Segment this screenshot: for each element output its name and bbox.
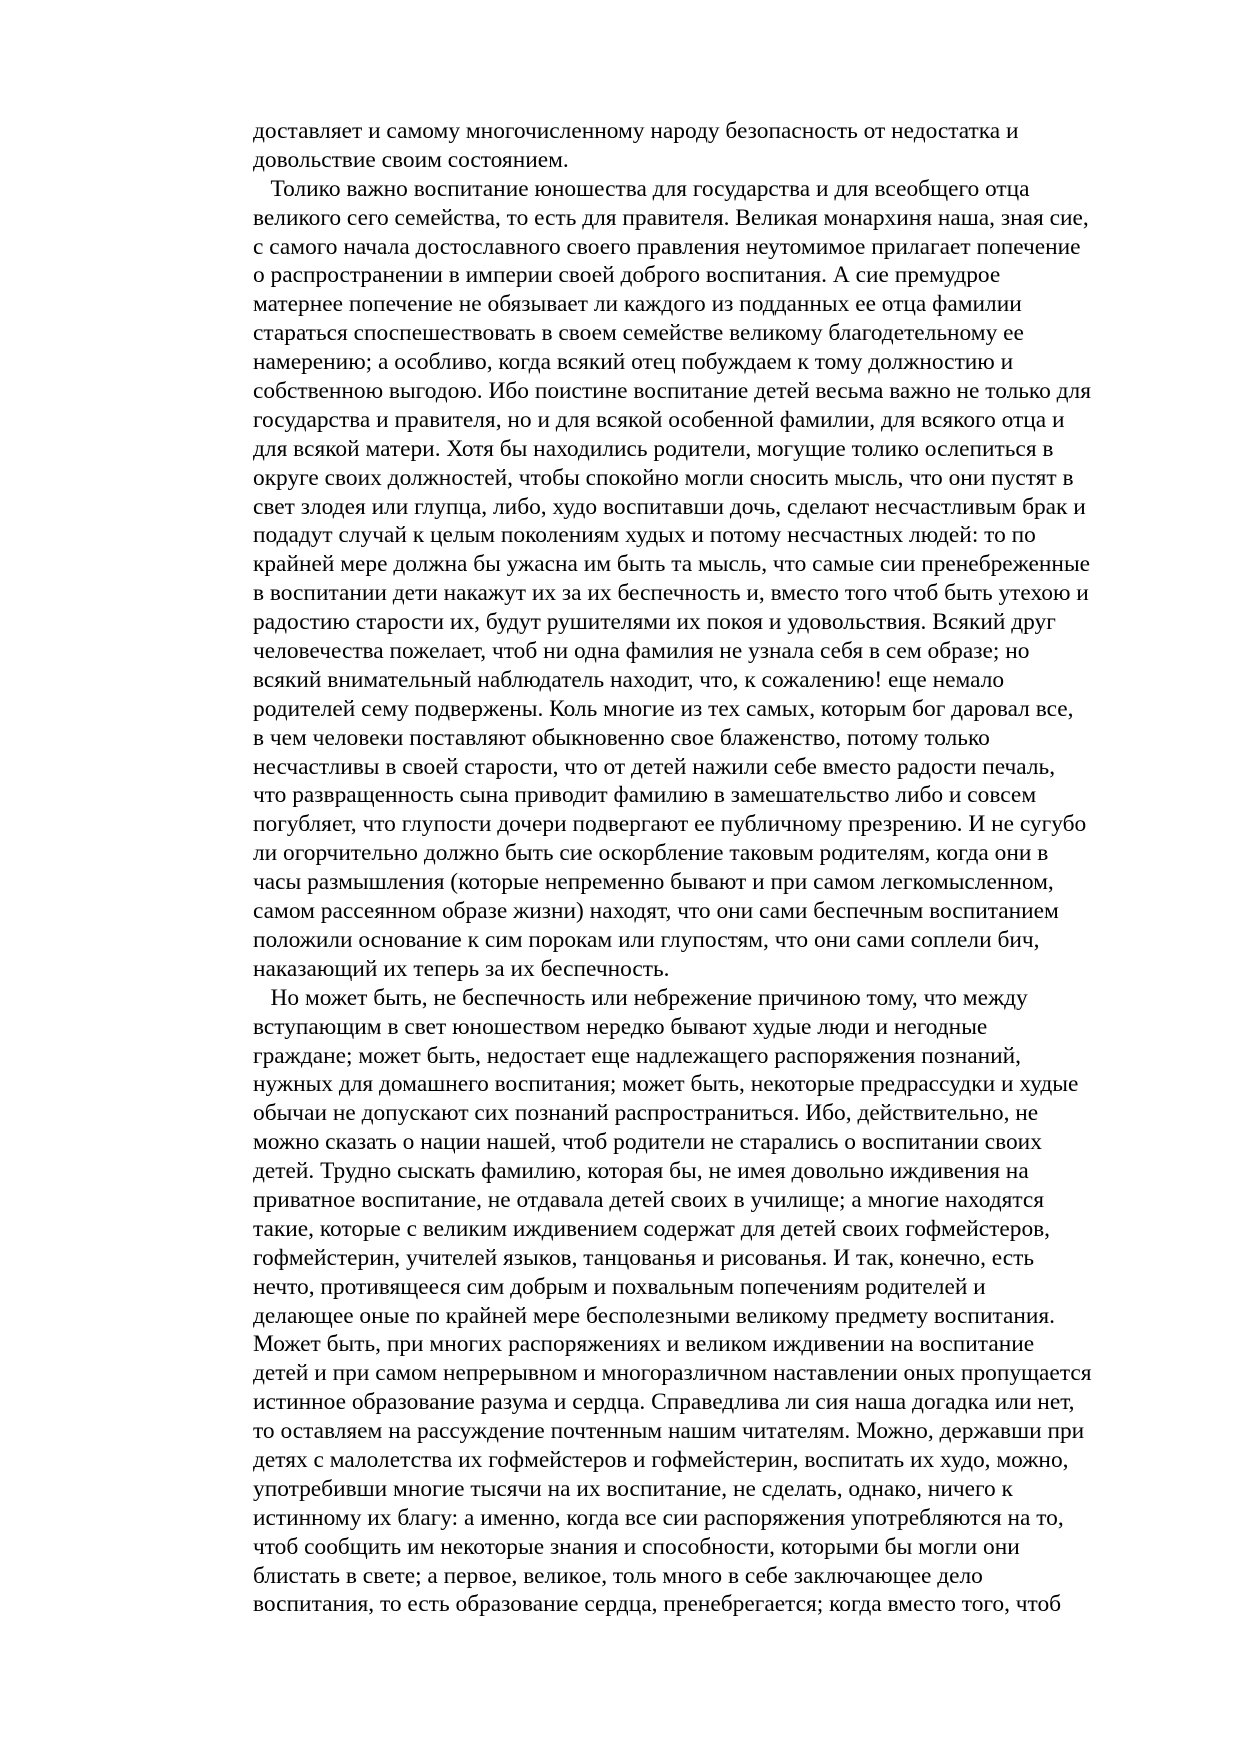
text-line: о распространении в империи своей доброго воспитания. А сие премудрое xyxy=(253,262,1001,289)
text-line: воспитания, то есть образование сердца, пренебрегается; когда вместо того, чтоб xyxy=(253,1591,1062,1618)
text-line: то оставляем на рассуждение почтенным нашим читателям. Можно, державши при xyxy=(253,1418,1085,1445)
text-line: для всякой матери. Хотя бы находились родители, могущие толико ослепиться в xyxy=(253,435,1054,462)
text-line: можно сказать о нации нашей, чтоб родители не старались о воспитании своих xyxy=(253,1129,1042,1156)
text-line: государства и правителя, но и для всякой особенной фамилии, для всякого отца и xyxy=(253,406,1065,433)
text-line: вступающим в свет юношеством нередко бывают худые люди и негодные xyxy=(253,1013,988,1040)
body-text xyxy=(253,117,1173,1619)
text-line: довольствие своим состоянием. xyxy=(253,146,569,173)
text-line: такие, которые с великим иждивением содержат для детей своих гофмейстеров, xyxy=(253,1215,1051,1242)
text-line: приватное воспитание, не отдавала детей своих в училище; а многие находятся xyxy=(253,1186,1045,1213)
text-line: округе своих должностей, чтобы спокойно могли сносить мысль, что они пустят в xyxy=(253,464,1074,491)
text-line: доставляет и самому многочисленному народу безопасность от недостатка и xyxy=(253,118,1019,144)
text-line: истинному их благу: а именно, когда все сии распоряжения употребляются на то, xyxy=(253,1504,1064,1531)
text-line: матернее попечение не обязывает ли каждого из подданных ее отца фамилии xyxy=(253,291,1022,318)
text-line: положили основание к сим порокам или глупостям, что они сами соплели бич, xyxy=(253,926,1040,953)
text-line: в чем человеки поставляют обыкновенно свое блаженство, потому только xyxy=(253,724,990,751)
text-line: стараться споспешествовать в своем семействе великому благодетельному ее xyxy=(253,320,1024,347)
text-line: свет злодея или глупца, либо, худо воспитавши дочь, сделают несчастливым брак и xyxy=(253,493,1086,520)
text-line: наказающий их теперь за их беспечность. xyxy=(253,955,670,982)
text-line: Толико важно воспитание юношества для государства и для всеобщего отца xyxy=(253,175,1030,202)
text-line: великого сего семейства, то есть для правителя. Великая монархиня наша, зная сие, xyxy=(253,204,1089,231)
text-line: детях с малолетства их гофмейстеров и гофмейстерин, воспитать их худо, можно, xyxy=(253,1446,1069,1473)
text-line: Но может быть, не беспечность или небрежение причиною тому, что между xyxy=(253,984,1028,1011)
text-line: гофмейстерин, учителей языков, танцованья и рисованья. И так, конечно, есть xyxy=(253,1244,1035,1271)
text-line: нужных для домашнего воспитания; может быть, некоторые предрассудки и худые xyxy=(253,1071,1079,1098)
text-line: погубляет, что глупости дочери подвергают ее публичному презрению. И не сугубо xyxy=(253,811,1087,838)
text-line: обычаи не допускают сих познаний распространиться. Ибо, действительно, не xyxy=(253,1100,1039,1127)
text-line: граждане; может быть, недостает еще надлежащего распоряжения познаний, xyxy=(253,1042,1021,1069)
text-line: что развращенность сына приводит фамилию в замешательство либо и совсем xyxy=(253,782,1037,809)
text-line: блистать в свете; а первое, великое, толь много в себе заключающее дело xyxy=(253,1562,983,1589)
text-line: в воспитании дети накажут их за их беспечность и, вместо того чтоб быть утехою и xyxy=(253,580,1089,607)
text-line: с самого начала достославного своего правления неутомимое прилагает попечение xyxy=(253,233,1081,260)
text-line: крайней мере должна бы ужасна им быть та мысль, что самые сии пренебреженные xyxy=(253,551,1091,578)
text-line: подадут случай к целым поколениям худых и потому несчастных людей: то по xyxy=(253,522,1036,549)
text-line: всякий внимательный наблюдатель находит, что, к сожалению! еще немало xyxy=(253,666,1005,693)
text-line: употребивши многие тысячи на их воспитание, не сделать, однако, ничего к xyxy=(253,1475,1013,1502)
text-line: несчастливы в своей старости, что от детей нажили себе вместо радости печаль, xyxy=(253,753,1056,780)
text-line: детей. Трудно сыскать фамилию, которая бы, не имея довольно иждивения на xyxy=(253,1158,1029,1185)
text-line: собственною выгодою. Ибо поистине воспитание детей весьма важно не только для xyxy=(253,378,1091,405)
text-line: ли огорчительно должно быть сие оскорбление таковым родителям, когда они в xyxy=(253,840,1049,867)
text-line: радостию старости их, будут рушителями их покоя и удовольствия. Всякий друг xyxy=(253,609,1056,636)
text-line: истинное образование разума и сердца. Справедлива ли сия наша догадка или нет, xyxy=(253,1389,1075,1416)
text-line: нечто, противящееся сим добрым и похвальным попечениям родителей и xyxy=(253,1273,986,1300)
text-line: самом рассеянном образе жизни) находят, что они сами беспечным воспитанием xyxy=(253,898,1059,925)
text-line: детей и при самом непрерывном и многоразличном наставлении оных пропущается xyxy=(253,1360,1092,1387)
text-line: человечества пожелает, чтоб ни одна фамилия не узнала себя в сем образе; но xyxy=(253,638,1030,665)
text-line: родителей сему подвержены. Коль многие из тех самых, которым бог даровал все, xyxy=(253,695,1074,722)
text-line: Может быть, при многих распоряжениях и великом иждивении на воспитание xyxy=(253,1331,1035,1358)
text-line: чтоб сообщить им некоторые знания и способности, которыми бы могли они xyxy=(253,1533,1020,1560)
text-line: часы размышления (которые непременно бывают и при самом легкомысленном, xyxy=(253,869,1054,896)
text-line: намерению; а особливо, когда всякий отец побуждаем к тому должностию и xyxy=(253,349,1014,376)
text-line: делающее оные по крайней мере бесполезными великому предмету воспитания. xyxy=(253,1302,1055,1329)
